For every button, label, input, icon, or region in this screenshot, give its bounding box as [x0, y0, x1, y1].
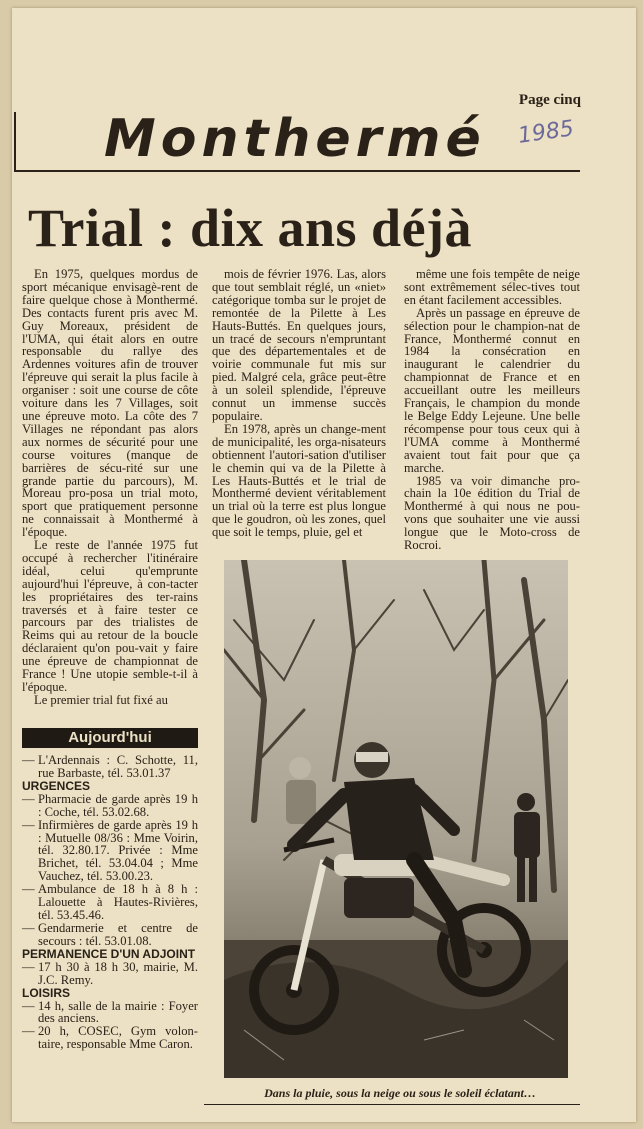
urgences-heading: URGENCES: [22, 778, 91, 793]
dash: —: [22, 998, 35, 1013]
permanence-heading: PERMANENCE D'UN ADJOINT: [22, 946, 196, 961]
permanence-item: 17 h 30 à 18 h 30, mairie, M. J.C. Remy.: [38, 959, 198, 987]
article-paragraph: Le reste de l'année 1975 fut occupé à rechercher l'itinéraire idéal, celui qu'emprunte aujourd'hui l'épreuve, à con-tacter les propriétaires des ter-rains traversés et à faire tester ce parcours par des trialistes de Reims qui au retour de la boucle déclaraient qu'on pou-vait y faire une épreuve de championnat de France ! Une utopie semble-t-il à l'époque.: [22, 538, 198, 694]
aujourdhui-box: [22, 728, 198, 1051]
trial-photo: [224, 560, 568, 1078]
urgence-item: Gendarmerie et centre de secours : tél. 53.01.08.: [38, 920, 198, 948]
trial-photo-illustration: [224, 560, 568, 1078]
aujourdhui-title: Aujourd'hui: [22, 728, 198, 748]
loisirs-item: 14 h, salle de la mairie : Foyer des anciens.: [38, 998, 198, 1026]
dash: —: [22, 1024, 35, 1039]
article-column-3: [404, 268, 580, 552]
photo-caption: Dans la pluie, sous la neige ou sous le soleil éclatant…: [264, 1086, 536, 1100]
dash: —: [22, 920, 35, 935]
listing-entry: [22, 793, 198, 819]
dash: —: [22, 791, 35, 806]
article-paragraph: 1985 va voir dimanche pro-chain la 10e édition du Trial de Monthermé à qui nous ne pou-vons que souhaiter une vie aussi longue que le Moto-cross de Rocroi.: [404, 473, 580, 553]
article-paragraph: mois de février 1976. Las, alors que tout semblait réglé, un «niet» catégorique tomba sur le projet de remontée de la Pilette à Les Hauts-Buttés. En quelques jours, un tracé de secours n'empruntant que des départementales et de voirie communale fut mis sur pied. Malgré cela, grâce peut-être à un soleil splendide, l'épreuve connut un immense succès populaire.: [212, 267, 386, 423]
urgence-item: Infirmières de garde après 19 h : Mutuelle 08/36 : Mme Voirin, tél. 32.80.17. Privée : Mme Brichet, tél. 53.04.04 ; Mme Vauchez, tél. 53.00.23.: [38, 817, 198, 884]
loisirs-heading: LOISIRS: [22, 985, 71, 1000]
article-paragraph: Le premier trial fut fixé au: [34, 692, 168, 707]
listing-entry: [22, 922, 198, 948]
bottom-rule: [204, 1104, 580, 1105]
article-paragraph: Après un passage en épreuve de sélection pour le champion-nat de France, Monthermé connut en 1984 la consécration en inaugurant le calendrier du championnat de France et en accueillant outre les meilleurs Français, le champion du monde le Belge Eddy Lejeune. Une belle récompense pour tous ceux qui à l'UMA comme à Monthermé avaient tout fait pour que ça marche.: [404, 305, 580, 475]
header-rule-vertical: [14, 112, 16, 172]
listing-entry: [22, 883, 198, 922]
listing-entry: [22, 754, 198, 780]
listing-entry: [22, 961, 198, 987]
listing-entry: [22, 819, 198, 884]
page-label: Page cinq: [518, 92, 581, 108]
loisirs-item: 20 h, COSEC, Gym volon-taire, responsable Mme Caron.: [38, 1024, 198, 1052]
listing-entry: [22, 1000, 198, 1026]
listing-entry: [22, 1025, 198, 1051]
urgence-item: Ambulance de 18 h à 8 h : Lalouette à Hautes-Rivières, tél. 53.45.46.: [38, 882, 198, 922]
urgence-item: Pharmacie de garde après 19 h : Coche, tél. 53.02.68.: [38, 791, 198, 819]
dash: —: [22, 959, 35, 974]
ardennais-entry: L'Ardennais : C. Schotte, 11, rue Barbaste, tél. 53.01.37: [38, 753, 198, 780]
article-paragraph: même une fois tempête de neige sont extrêmement sélec-tives tout en étant facilement accessibles.: [404, 267, 580, 307]
section-title: Monthermé: [104, 109, 486, 169]
article-column-2: [212, 268, 386, 539]
header-rule-horizontal: [14, 170, 580, 172]
article-column-1: [22, 268, 198, 707]
article-paragraph: En 1975, quelques mordus de sport mécanique envisagè-rent de faire quelque chose à Monthermé. Des contacts furent pris avec M. Guy Moreaux, président de l'UMA, qui était alors en outre responsable du rallye des Ardennes voitures afin de trouver l'épreuve qui serait la plus facile à organiser : soit une course de côte voiture dans les 7 Villages, soit une épreuve moto. La côte des 7 Villages ne répondant pas alors aux normes de sécurité pour une course voitures (manque de barrières de sécu-rité sur une grande partie du parcours), M. Moreau pro-posa un trial moto, sport que pratiquement personne ne connaissait à Monthermé à l'époque.: [22, 267, 198, 540]
dash: —: [22, 753, 35, 767]
headline: Trial : dix ans déjà: [28, 198, 473, 258]
article-paragraph: En 1978, après un change-ment de municipalité, les orga-nisateurs obtiennent l'autori-sation d'utiliser le chemin qui va de la Pilette à Les Hauts-Buttés et le trial de Monthermé devient véritablement un trial où la terre est plus longue que le goudron, où les zones, quel que soit le temps, pluie, gel et: [212, 421, 386, 540]
handwritten-year: 1985: [516, 116, 576, 149]
dash: —: [22, 817, 35, 832]
dash: —: [22, 882, 35, 897]
